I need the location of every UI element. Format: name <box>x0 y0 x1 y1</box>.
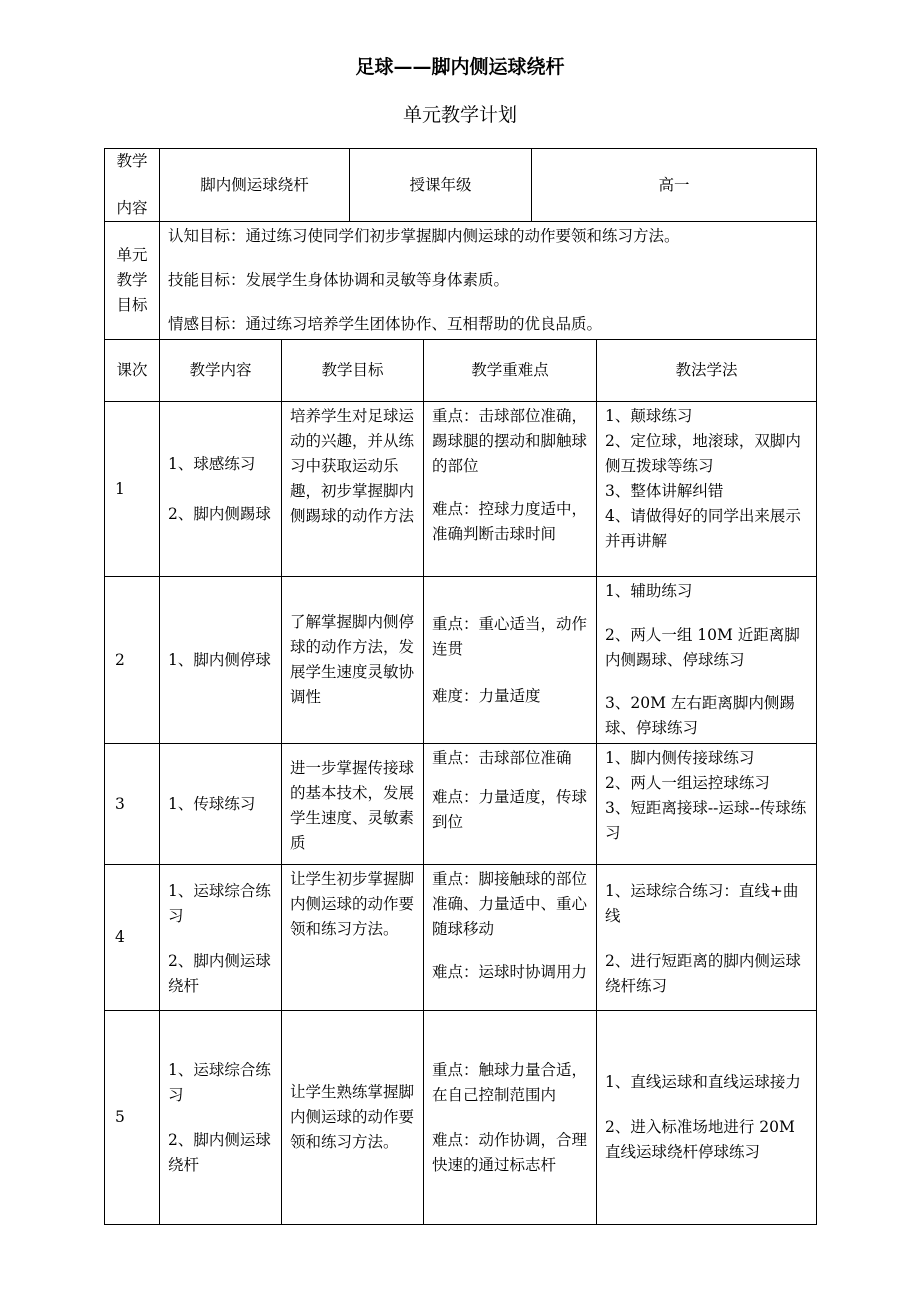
goals-label-line2: 教学 <box>116 271 148 289</box>
content-label-line2: 内容 <box>116 199 148 217</box>
method-item: 1、运球综合练习：直线+曲线 <box>605 882 799 925</box>
key-point-text: 重点：击球部位准确 <box>432 749 572 767</box>
objective-text: 培养学生对足球运动的兴趣，并从练习中获取运动乐趣，初步掌握脚内侧踢球的动作方法 <box>290 407 415 525</box>
content-item: 1、运球综合练习 <box>168 882 271 925</box>
lesson-3-keypoints <box>423 743 597 865</box>
lesson-4-content <box>159 864 282 1011</box>
header-key-points-label: 教学重难点 <box>471 361 549 379</box>
key-point-text: 重点：脚接触球的部位准确、力量适中、重心随球移动 <box>432 870 588 938</box>
lesson-4-objective <box>281 864 424 1011</box>
content-item: 2、脚内侧运球绕杆 <box>168 952 271 995</box>
method-item: 1、脚内侧传接球练习 <box>605 749 755 767</box>
lesson-1-content <box>159 401 282 577</box>
goals-label-cell <box>104 221 160 340</box>
lesson-number: 2 <box>115 650 125 669</box>
header-objective <box>281 339 424 402</box>
grade-label-cell <box>349 148 532 222</box>
lesson-2-num <box>104 576 160 744</box>
lesson-number: 3 <box>115 794 125 813</box>
difficulty-text: 难点：运球时协调用力 <box>432 963 588 981</box>
lesson-2-keypoints <box>423 576 597 744</box>
lesson-2-objective <box>281 576 424 744</box>
lesson-1-objective <box>281 401 424 577</box>
header-content-label: 教学内容 <box>189 361 252 379</box>
content-label-line1: 教学 <box>116 152 148 170</box>
lesson-3-methods <box>596 743 817 865</box>
lesson-1-keypoints <box>423 401 597 577</box>
goals-text-cell <box>159 221 817 340</box>
cognitive-goal: 认知目标：通过练习使同学们初步掌握脚内侧运球的动作要领和练习方法。 <box>168 227 680 245</box>
lesson-number: 4 <box>115 928 125 946</box>
skill-goal: 技能目标：发展学生身体协调和灵敏等身体素质。 <box>168 271 510 289</box>
lesson-4-keypoints <box>423 864 597 1011</box>
content-item: 1、传球练习 <box>168 794 256 813</box>
method-item: 3、短距离接球--运球--传球练习 <box>605 799 807 842</box>
lesson-1-methods <box>596 401 817 577</box>
method-item: 1、辅助练习 <box>605 582 693 600</box>
header-methods <box>596 339 817 402</box>
content-item: 1、运球综合练习 <box>168 1060 271 1104</box>
lesson-4-num <box>104 864 160 1011</box>
grade-value-cell <box>531 148 817 222</box>
lesson-5-objective <box>281 1010 424 1225</box>
method-item: 2、两人一组运控球练习 <box>605 774 770 792</box>
goals-label-line1: 单元 <box>116 246 148 264</box>
method-item: 1、直线运球和直线运球接力 <box>605 1073 801 1091</box>
objective-text: 进一步掌握传接球的基本技术，发展学生速度、灵敏素质 <box>290 759 415 852</box>
difficulty-text: 难度：力量适度 <box>432 686 541 705</box>
header-content <box>159 339 282 402</box>
method-item: 3、整体讲解纠错 <box>605 482 724 500</box>
content-value: 脚内侧运球绕杆 <box>200 175 309 194</box>
objective-text: 了解掌握脚内侧停球的动作方法，发展学生速度灵敏协调性 <box>290 613 415 706</box>
objective-text: 让学生熟练掌握脚内侧运球的动作要领和练习方法。 <box>290 1083 415 1151</box>
method-item: 1、颠球练习 <box>605 407 693 425</box>
method-item: 2、两人一组 10M 近距离脚内侧踢球、停球练习 <box>605 625 800 669</box>
lesson-number: 1 <box>115 479 125 498</box>
method-item: 2、进入标准场地进行 20M 直线运球绕杆停球练习 <box>605 1118 795 1161</box>
content-item: 2、脚内侧踢球 <box>168 504 271 523</box>
lesson-1-num <box>104 401 160 577</box>
difficulty-text: 难点：动作协调，合理快速的通过标志杆 <box>432 1130 588 1174</box>
goals-label-line3: 目标 <box>116 296 148 314</box>
difficulty-text: 难点：控球力度适中，准确判断击球时间 <box>432 500 588 543</box>
lesson-number: 5 <box>115 1108 125 1126</box>
key-point-text: 重点：触球力量合适，在自己控制范围内 <box>432 1060 588 1104</box>
key-point-text: 重点：击球部位准确，踢球腿的摆动和脚触球的部位 <box>432 407 588 475</box>
document-subtitle: 单元教学计划 <box>402 104 517 126</box>
lesson-5-keypoints <box>423 1010 597 1225</box>
lesson-4-methods <box>596 864 817 1011</box>
lesson-5-num <box>104 1010 160 1225</box>
lesson-2-content <box>159 576 282 744</box>
header-objective-label: 教学目标 <box>321 361 384 379</box>
header-methods-label: 教法学法 <box>675 361 738 379</box>
key-point-text: 重点：重心适当，动作连贯 <box>432 614 588 658</box>
content-label-cell <box>104 148 160 222</box>
content-item: 1、球感练习 <box>168 454 256 473</box>
header-lesson <box>104 339 160 402</box>
content-value-cell <box>159 148 350 222</box>
lesson-3-content <box>159 743 282 865</box>
lesson-3-objective <box>281 743 424 865</box>
lesson-3-num <box>104 743 160 865</box>
header-key-points <box>423 339 597 402</box>
method-item: 2、进行短距离的脚内侧运球绕杆练习 <box>605 952 801 995</box>
difficulty-text: 难点：力量适度，传球到位 <box>432 788 588 831</box>
lesson-5-methods <box>596 1010 817 1225</box>
method-item: 4、请做得好的同学出来展示并再讲解 <box>605 507 801 550</box>
lesson-2-methods <box>596 576 817 744</box>
content-item: 1、脚内侧停球 <box>168 650 271 669</box>
objective-text: 让学生初步掌握脚内侧运球的动作要领和练习方法。 <box>290 870 415 938</box>
method-item: 2、定位球，地滚球，双脚内侧互拨球等练习 <box>605 432 801 475</box>
grade-label: 授课年级 <box>409 175 472 194</box>
grade-value: 高一 <box>658 175 690 194</box>
content-item: 2、脚内侧运球绕杆 <box>168 1130 271 1174</box>
document-title: 足球——脚内侧运球绕杆 <box>355 56 565 78</box>
method-item: 3、20M 左右距离脚内侧踢球、停球练习 <box>605 694 795 737</box>
affective-goal: 情感目标：通过练习培养学生团体协作、互相帮助的优良品质。 <box>168 315 603 333</box>
lesson-5-content <box>159 1010 282 1225</box>
header-lesson-label: 课次 <box>116 361 148 379</box>
